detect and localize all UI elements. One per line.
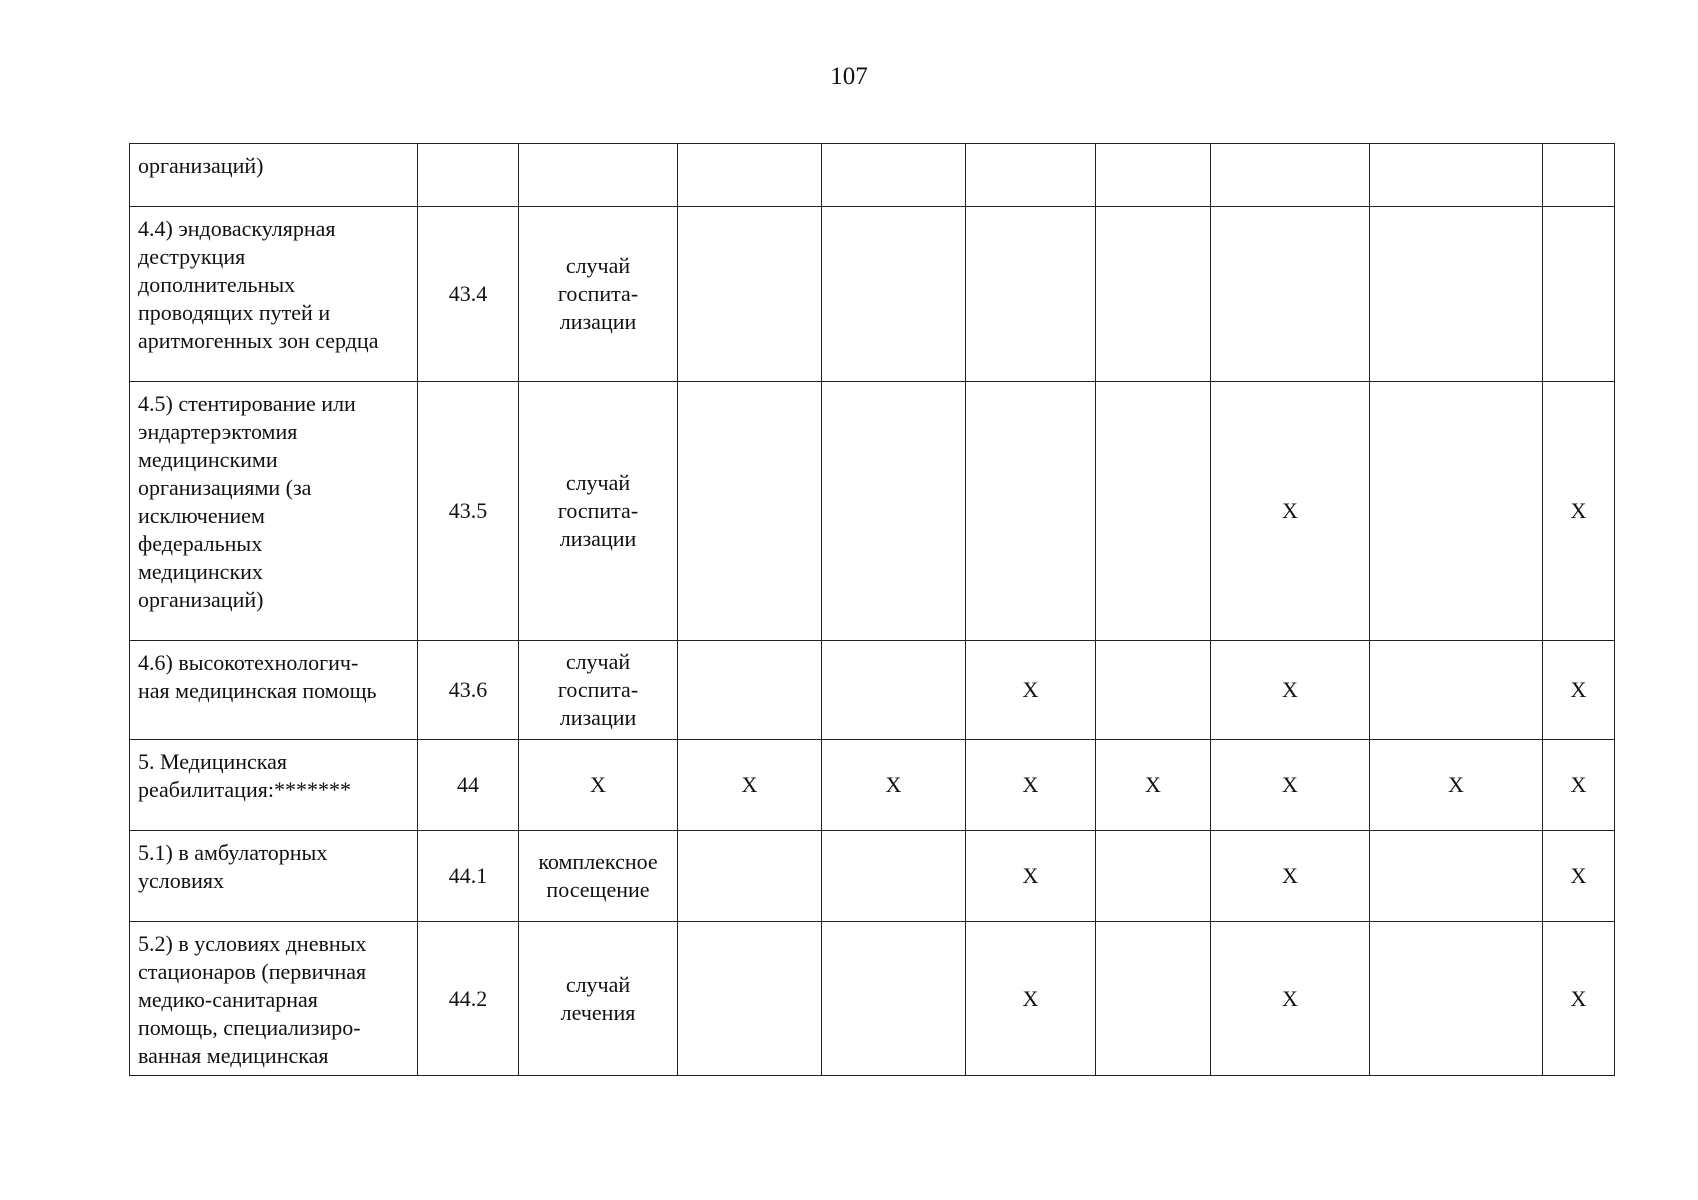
- cell-mark: X: [1022, 985, 1039, 1011]
- row-name: 4.4) эндоваскулярная деструкция дополнительных проводящих путей и аритмогенных зон сердца: [138, 216, 379, 353]
- row-name-cell: [130, 831, 418, 922]
- value-cell: [1096, 382, 1211, 641]
- value-cell: [1370, 144, 1543, 207]
- value-cell: [678, 922, 822, 1076]
- cell-mark: X: [1282, 985, 1298, 1011]
- unit-cell: [519, 831, 678, 922]
- value-cell: [678, 740, 822, 831]
- value-cell: [966, 382, 1096, 641]
- row-number: 44.1: [448, 863, 488, 888]
- cell-mark: X: [1570, 677, 1587, 702]
- cell-mark: X: [885, 772, 902, 797]
- value-cell: [678, 382, 822, 641]
- row-number-cell: [418, 207, 519, 382]
- cell-mark: X: [1570, 863, 1587, 888]
- value-cell: [1211, 641, 1370, 740]
- unit-cell: [519, 641, 678, 740]
- unit-label: случай госпита- лизации: [557, 470, 639, 551]
- value-cell: [1211, 144, 1370, 207]
- value-cell: [1543, 831, 1615, 922]
- table-row: [130, 382, 1615, 641]
- value-cell: [1096, 641, 1211, 740]
- value-cell: [966, 740, 1096, 831]
- value-cell: [1370, 641, 1543, 740]
- row-name: организаций): [138, 153, 264, 178]
- cell-mark: X: [1282, 772, 1298, 797]
- table-row: [130, 641, 1615, 740]
- page-number: 107: [830, 63, 868, 90]
- unit-cell: [519, 207, 678, 382]
- value-cell: [1096, 740, 1211, 831]
- value-cell: [1370, 740, 1543, 831]
- row-number: 43.5: [448, 498, 488, 523]
- unit-label: случай госпита- лизации: [557, 253, 639, 334]
- value-cell: [966, 144, 1096, 207]
- value-cell: [1370, 382, 1543, 641]
- row-number: 43.4: [448, 281, 488, 306]
- value-cell: [1211, 207, 1370, 382]
- value-cell: [966, 922, 1096, 1076]
- table-row: [130, 207, 1615, 382]
- row-name: 5.1) в амбулаторных условиях: [138, 840, 328, 893]
- cell-mark: X: [1448, 772, 1464, 797]
- value-cell: [1543, 641, 1615, 740]
- cell-mark: X: [1282, 498, 1298, 523]
- row-name-cell: [130, 740, 418, 831]
- row-name-cell: [130, 207, 418, 382]
- cell-mark: X: [1570, 498, 1587, 523]
- cell-mark: X: [1570, 985, 1587, 1011]
- row-number-cell: [418, 382, 519, 641]
- value-cell: [1543, 922, 1615, 1076]
- value-cell: [1211, 831, 1370, 922]
- value-cell: [678, 831, 822, 922]
- table-row: [130, 831, 1615, 922]
- row-number-cell: [418, 831, 519, 922]
- value-cell: [822, 641, 966, 740]
- value-cell: [678, 641, 822, 740]
- value-cell: [822, 144, 966, 207]
- unit-label: случай госпита- лизации: [557, 649, 639, 730]
- value-cell: [678, 207, 822, 382]
- value-cell: [822, 382, 966, 641]
- unit-cell: [519, 922, 678, 1076]
- value-cell: [966, 207, 1096, 382]
- value-cell: [1543, 144, 1615, 207]
- row-name-cell: [130, 144, 418, 207]
- value-cell: [822, 207, 966, 382]
- unit-label: комплексное посещение: [538, 849, 658, 902]
- cell-mark: X: [1022, 677, 1039, 702]
- value-cell: [1096, 831, 1211, 922]
- value-cell: [966, 831, 1096, 922]
- table-row: [130, 144, 1615, 207]
- row-name: 5.2) в условиях дневных стационаров (первичная медико-санитарная помощь, специализиро- ванная медицинская: [138, 931, 367, 1068]
- cell-mark: X: [1145, 772, 1161, 797]
- value-cell: [1096, 922, 1211, 1076]
- value-cell: [822, 831, 966, 922]
- row-number: 44: [457, 772, 479, 797]
- table-row: [130, 922, 1615, 1076]
- value-cell: [1543, 382, 1615, 641]
- unit-label: X: [590, 772, 606, 797]
- row-number-cell: [418, 922, 519, 1076]
- value-cell: [1370, 831, 1543, 922]
- value-cell: [1370, 207, 1543, 382]
- value-cell: [1096, 144, 1211, 207]
- row-name: 5. Медицинская реабилитация:*******: [138, 749, 351, 802]
- row-number: 43.6: [448, 677, 488, 702]
- cell-mark: X: [1570, 772, 1587, 797]
- value-cell: [1370, 922, 1543, 1076]
- data-table: [129, 143, 1615, 1076]
- cell-mark: X: [741, 772, 758, 797]
- value-cell: [1543, 740, 1615, 831]
- row-name: 4.5) стентирование или эндартерэктомия медицинскими организациями (за исключением федеральных медицинских организаций): [138, 391, 356, 612]
- unit-cell: [519, 144, 678, 207]
- row-name: 4.6) высокотехнологич- ная медицинская помощь: [138, 650, 377, 703]
- value-cell: [1211, 922, 1370, 1076]
- cell-mark: X: [1282, 863, 1298, 888]
- cell-mark: X: [1022, 772, 1039, 797]
- unit-cell: [519, 740, 678, 831]
- row-name-cell: [130, 641, 418, 740]
- row-number-cell: [418, 740, 519, 831]
- row-number-cell: [418, 144, 519, 207]
- value-cell: [1543, 207, 1615, 382]
- row-name-cell: [130, 382, 418, 641]
- cell-mark: X: [1022, 863, 1039, 888]
- table-row: [130, 740, 1615, 831]
- row-name-cell: [130, 922, 418, 1076]
- unit-cell: [519, 382, 678, 641]
- value-cell: [1211, 382, 1370, 641]
- row-number: 44.2: [448, 985, 488, 1011]
- value-cell: [678, 144, 822, 207]
- value-cell: [822, 740, 966, 831]
- value-cell: [1211, 740, 1370, 831]
- row-number-cell: [418, 641, 519, 740]
- value-cell: [966, 641, 1096, 740]
- cell-mark: X: [1282, 677, 1298, 702]
- unit-label: случай лечения: [560, 971, 636, 1025]
- value-cell: [1096, 207, 1211, 382]
- value-cell: [822, 922, 966, 1076]
